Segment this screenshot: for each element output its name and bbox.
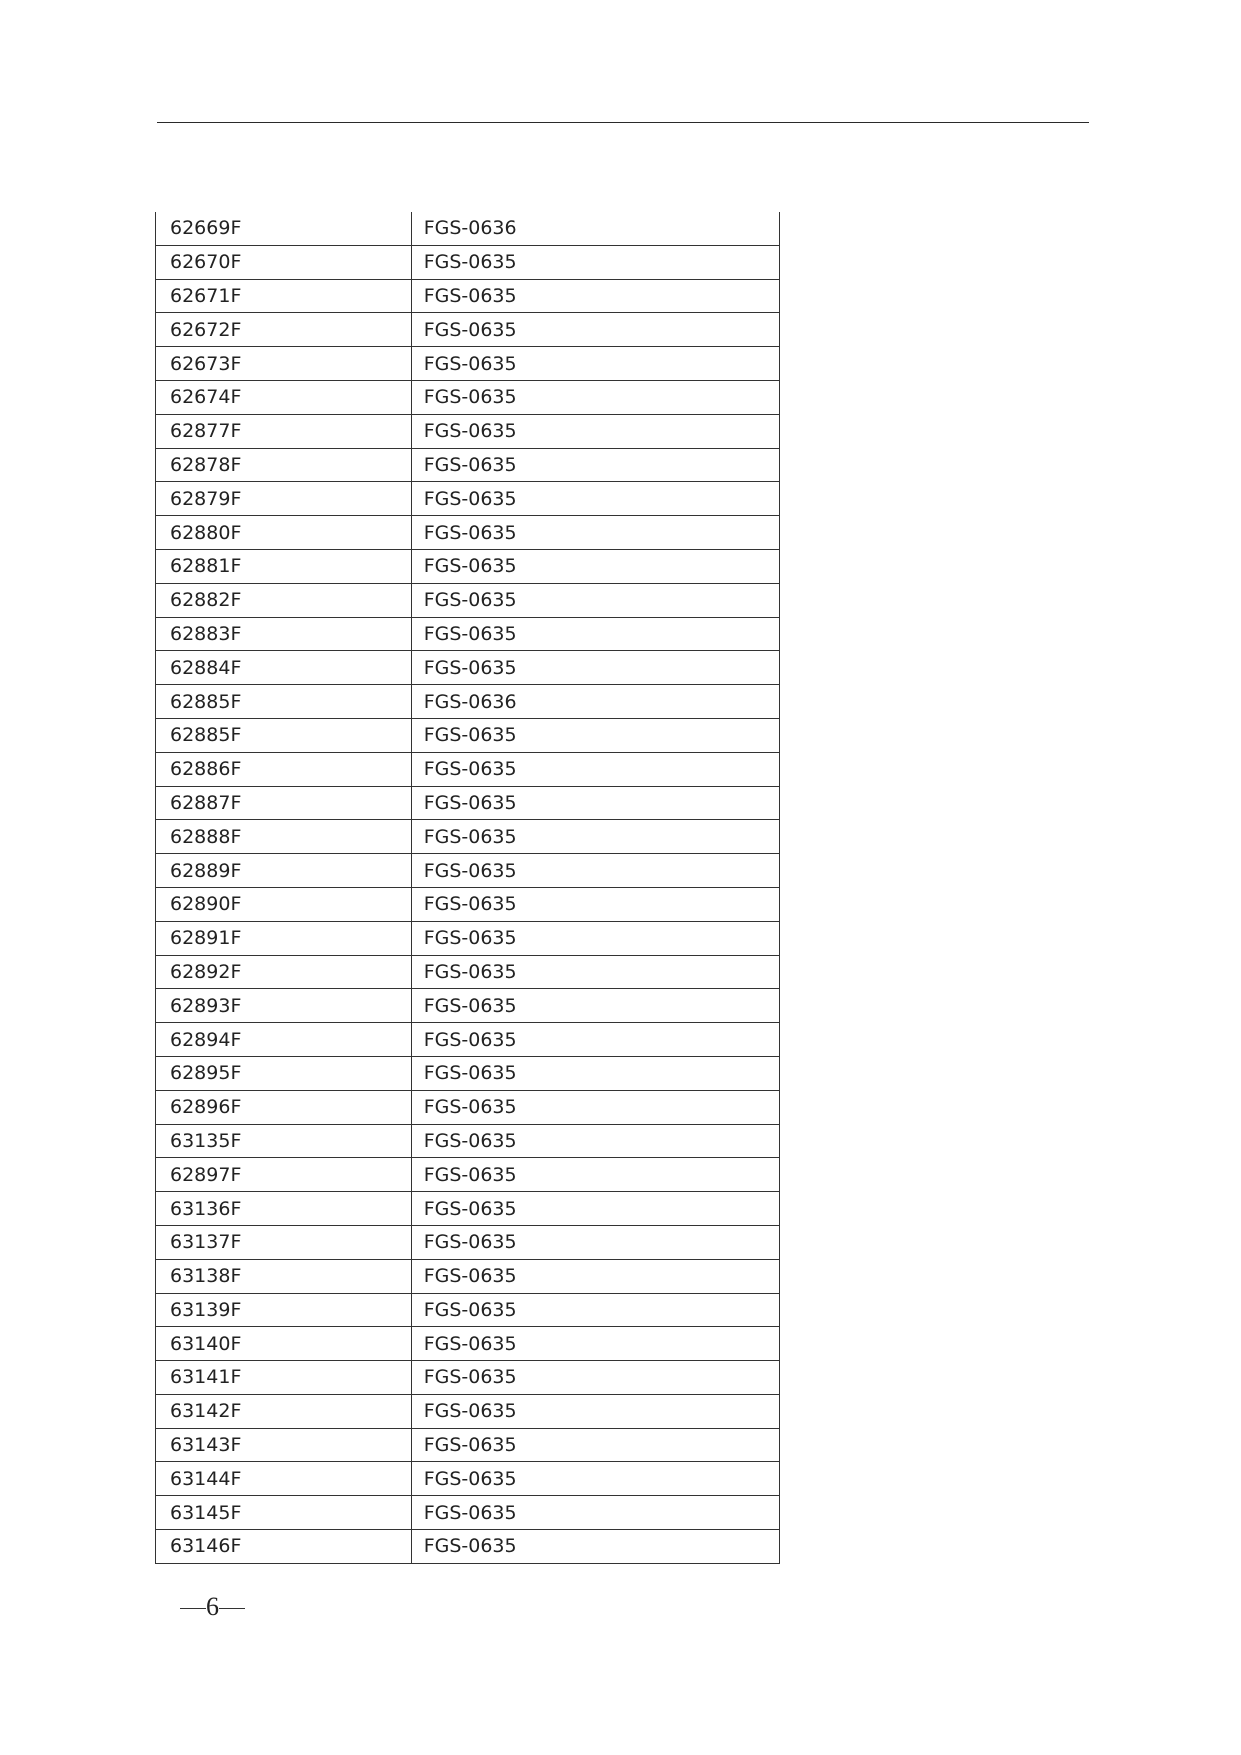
header-rule — [157, 122, 1089, 123]
table-row — [156, 887, 780, 921]
table-cell-code: FGS-0636 — [411, 685, 779, 719]
table-row — [156, 1462, 780, 1496]
table-cell-id: 63135F — [156, 1124, 412, 1158]
table-cell-id: 62886F — [156, 752, 412, 786]
table-cell-id: 62878F — [156, 448, 412, 482]
table-cell-code: FGS-0635 — [411, 1192, 779, 1226]
table-cell-code: FGS-0635 — [411, 1530, 779, 1564]
table-row — [156, 1225, 780, 1259]
table-cell-id: 62891F — [156, 921, 412, 955]
table-cell-id: 62670F — [156, 245, 412, 279]
table-row — [156, 786, 780, 820]
table-row — [156, 1496, 780, 1530]
table-cell-id: 62885F — [156, 718, 412, 752]
table-row — [156, 1259, 780, 1293]
table-cell-code: FGS-0635 — [411, 752, 779, 786]
table-cell-code: FGS-0635 — [411, 1496, 779, 1530]
table-row — [156, 313, 780, 347]
table-cell-code: FGS-0635 — [411, 651, 779, 685]
table-row — [156, 1361, 780, 1395]
table-cell-code: FGS-0635 — [411, 1225, 779, 1259]
table-cell-id: 62893F — [156, 989, 412, 1023]
table-cell-id: 62894F — [156, 1023, 412, 1057]
table-cell-id: 62889F — [156, 854, 412, 888]
table-cell-code: FGS-0635 — [411, 347, 779, 381]
table-cell-id: 62881F — [156, 549, 412, 583]
table-cell-id: 62895F — [156, 1056, 412, 1090]
table-row — [156, 245, 780, 279]
table-cell-id: 62882F — [156, 583, 412, 617]
table-row — [156, 1192, 780, 1226]
table-cell-id: 62672F — [156, 313, 412, 347]
table-cell-id: 63144F — [156, 1462, 412, 1496]
table-cell-id: 62896F — [156, 1090, 412, 1124]
table-cell-code: FGS-0635 — [411, 583, 779, 617]
table-cell-id: 63140F — [156, 1327, 412, 1361]
table-cell-id: 62877F — [156, 414, 412, 448]
table-cell-id: 63138F — [156, 1259, 412, 1293]
page-number — [180, 1592, 245, 1622]
table-cell-code: FGS-0635 — [411, 989, 779, 1023]
table-row — [156, 854, 780, 888]
table-cell-id: 62879F — [156, 482, 412, 516]
table-row — [156, 820, 780, 854]
data-table — [155, 212, 780, 1564]
table-row — [156, 212, 780, 245]
table-row — [156, 617, 780, 651]
table-cell-code: FGS-0635 — [411, 718, 779, 752]
table-cell-code: FGS-0635 — [411, 279, 779, 313]
table-cell-code: FGS-0635 — [411, 617, 779, 651]
table-row — [156, 1428, 780, 1462]
table-row — [156, 1530, 780, 1564]
table-cell-code: FGS-0635 — [411, 414, 779, 448]
table-row — [156, 549, 780, 583]
table-cell-code: FGS-0635 — [411, 820, 779, 854]
table-row — [156, 752, 780, 786]
table-row — [156, 1090, 780, 1124]
table-cell-code: FGS-0635 — [411, 921, 779, 955]
table-cell-id: 63142F — [156, 1394, 412, 1428]
table-cell-code: FGS-0635 — [411, 955, 779, 989]
table-cell-code: FGS-0635 — [411, 1124, 779, 1158]
table-body — [156, 212, 780, 1563]
table-row — [156, 1293, 780, 1327]
table-cell-code: FGS-0635 — [411, 448, 779, 482]
table-cell-code: FGS-0635 — [411, 1023, 779, 1057]
table-cell-code: FGS-0635 — [411, 1056, 779, 1090]
table-cell-code: FGS-0635 — [411, 516, 779, 550]
table-cell-id: 62884F — [156, 651, 412, 685]
table-row — [156, 1056, 780, 1090]
table-cell-code: FGS-0635 — [411, 786, 779, 820]
table-cell-code: FGS-0635 — [411, 1462, 779, 1496]
table-cell-id: 62883F — [156, 617, 412, 651]
table-cell-id: 63145F — [156, 1496, 412, 1530]
table-row — [156, 1327, 780, 1361]
table-row — [156, 921, 780, 955]
page-number-dash-left — [180, 1608, 206, 1609]
table-cell-code: FGS-0635 — [411, 380, 779, 414]
table-cell-code: FGS-0635 — [411, 1293, 779, 1327]
table-cell-code: FGS-0635 — [411, 549, 779, 583]
table-cell-code: FGS-0635 — [411, 482, 779, 516]
table-cell-id: 62671F — [156, 279, 412, 313]
table-row — [156, 1023, 780, 1057]
table-cell-id: 62669F — [156, 212, 412, 245]
table-row — [156, 685, 780, 719]
table-row — [156, 583, 780, 617]
table-row — [156, 448, 780, 482]
table-cell-id: 63143F — [156, 1428, 412, 1462]
table-cell-id: 62897F — [156, 1158, 412, 1192]
table-cell-id: 63146F — [156, 1530, 412, 1564]
table-cell-id: 62880F — [156, 516, 412, 550]
table-row — [156, 347, 780, 381]
table-row — [156, 279, 780, 313]
page-number-dash-right — [219, 1608, 245, 1609]
table-row — [156, 380, 780, 414]
table-cell-id: 62673F — [156, 347, 412, 381]
table-row — [156, 718, 780, 752]
table-cell-code: FGS-0635 — [411, 887, 779, 921]
table-row — [156, 1124, 780, 1158]
table-row — [156, 414, 780, 448]
table-row — [156, 1394, 780, 1428]
table-cell-code: FGS-0636 — [411, 212, 779, 245]
table-cell-code: FGS-0635 — [411, 1327, 779, 1361]
table-cell-id: 62888F — [156, 820, 412, 854]
table-cell-id: 62887F — [156, 786, 412, 820]
table-cell-id: 62890F — [156, 887, 412, 921]
table-row — [156, 516, 780, 550]
table-row — [156, 989, 780, 1023]
table-cell-code: FGS-0635 — [411, 1158, 779, 1192]
table-cell-id: 63141F — [156, 1361, 412, 1395]
table-cell-id: 63137F — [156, 1225, 412, 1259]
table-row — [156, 651, 780, 685]
table-row — [156, 1158, 780, 1192]
table-cell-id: 62892F — [156, 955, 412, 989]
page-number-value: 6 — [206, 1592, 219, 1621]
table-cell-code: FGS-0635 — [411, 854, 779, 888]
table-cell-id: 62674F — [156, 380, 412, 414]
table-cell-code: FGS-0635 — [411, 245, 779, 279]
table-row — [156, 482, 780, 516]
table-cell-code: FGS-0635 — [411, 1361, 779, 1395]
table-cell-code: FGS-0635 — [411, 313, 779, 347]
table-cell-id: 63139F — [156, 1293, 412, 1327]
table-cell-id: 63136F — [156, 1192, 412, 1226]
table-cell-code: FGS-0635 — [411, 1394, 779, 1428]
table-row — [156, 955, 780, 989]
table-cell-code: FGS-0635 — [411, 1428, 779, 1462]
table-cell-code: FGS-0635 — [411, 1090, 779, 1124]
table-cell-code: FGS-0635 — [411, 1259, 779, 1293]
table-cell-id: 62885F — [156, 685, 412, 719]
